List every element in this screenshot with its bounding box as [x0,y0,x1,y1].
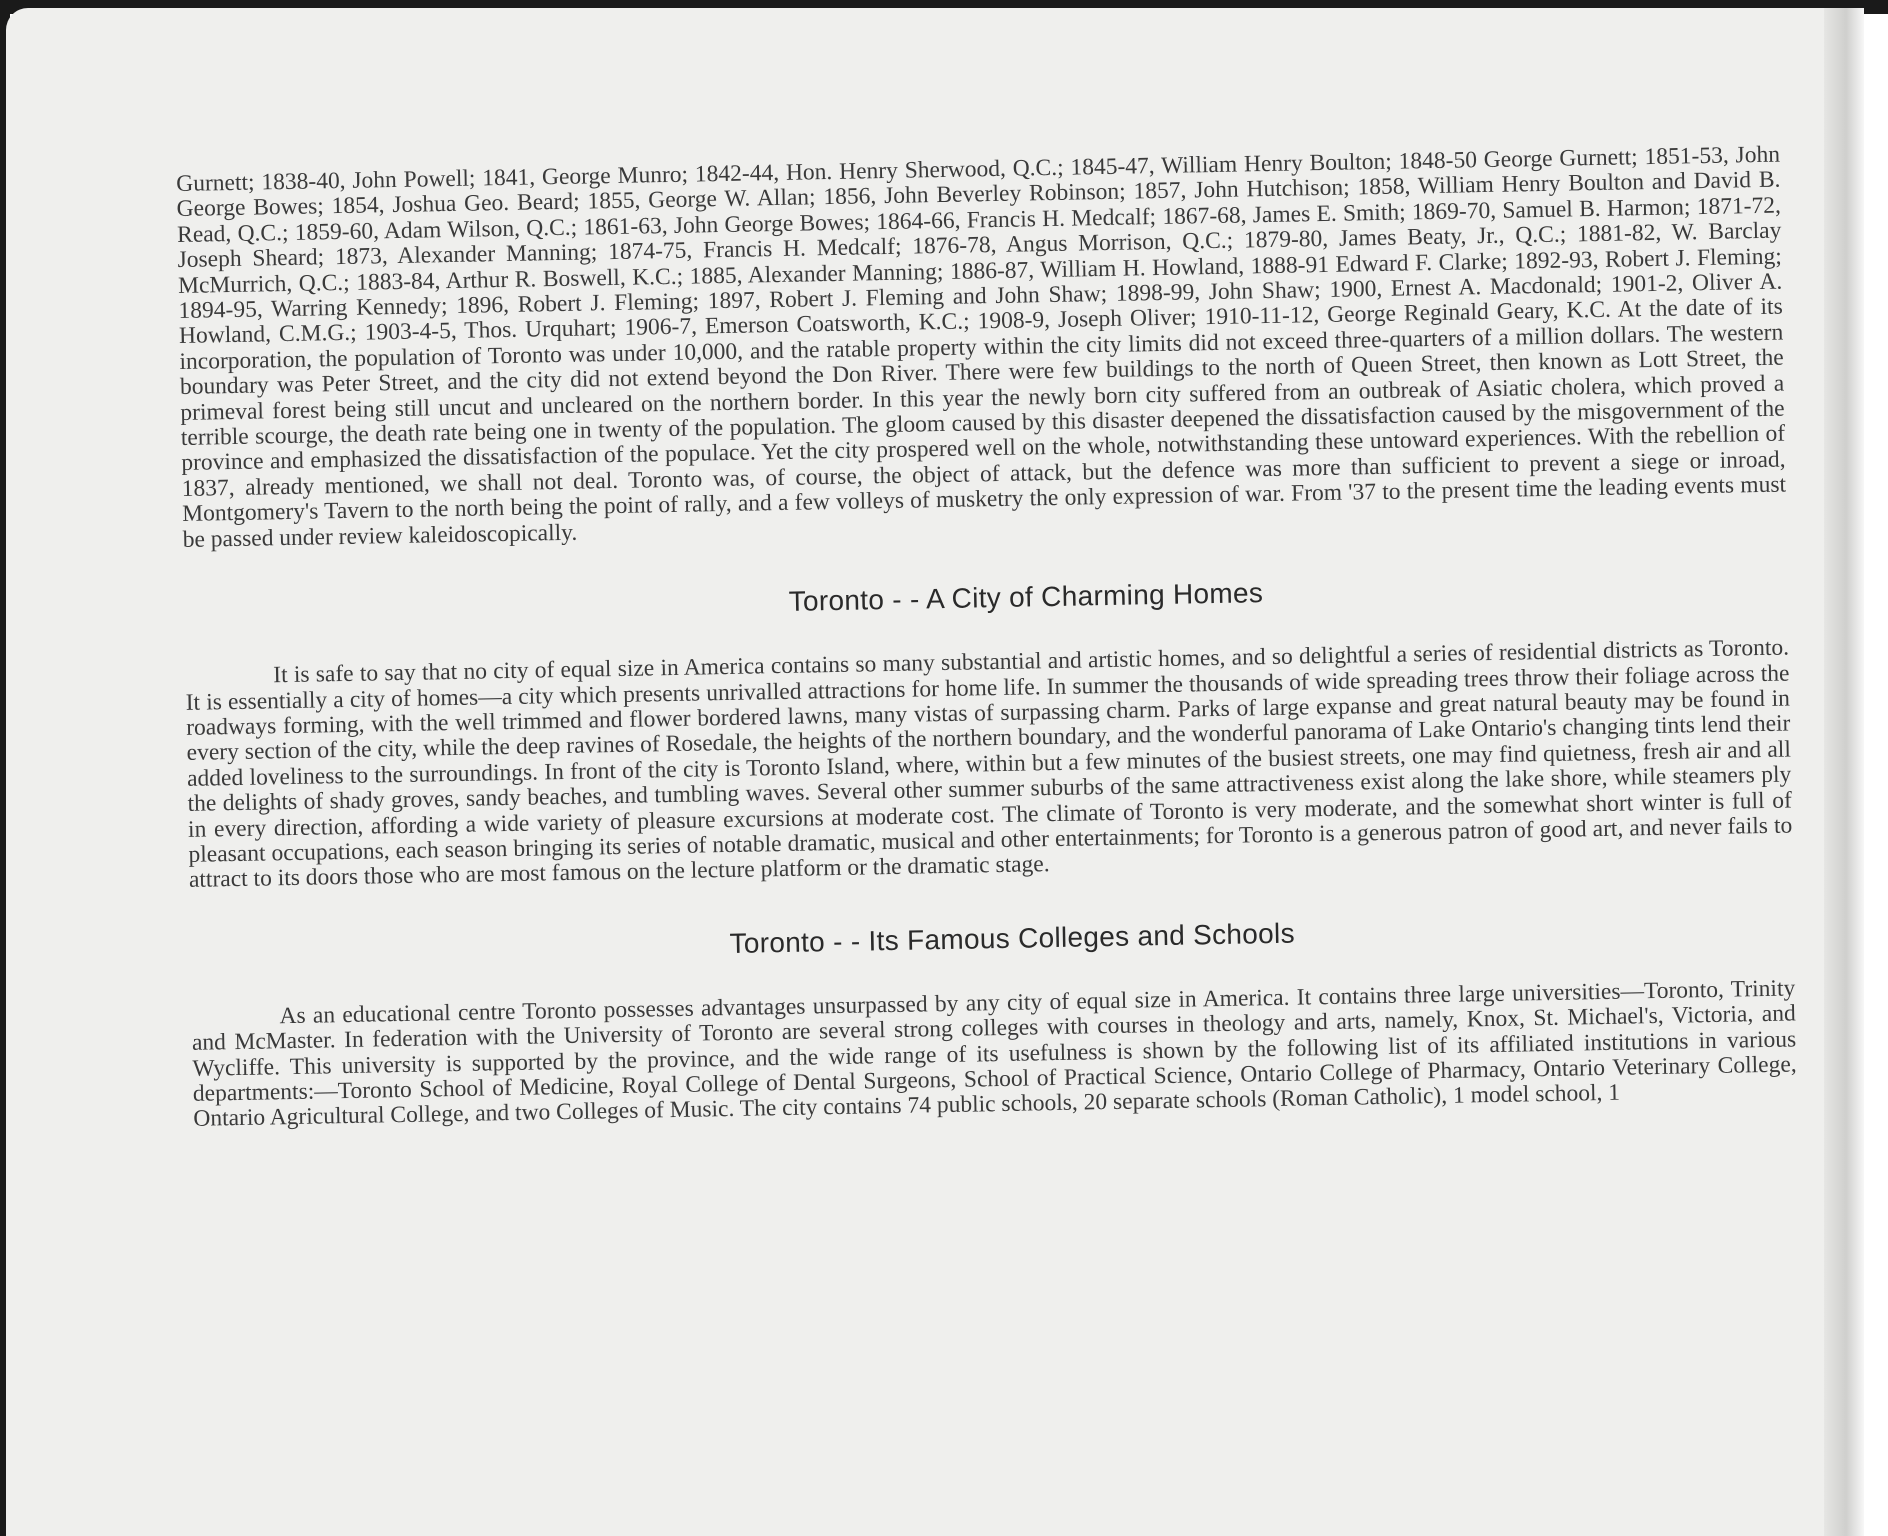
heading-colleges-schools: Toronto - - Its Famous Colleges and Schools [729,917,1296,959]
paragraph-charming-homes: It is safe to say that no city of equal size in America contains so many substantial and artistic homes, and so delightful a series of residential districts as Toronto. It is essentially a city of homes—a city which presents unrivalled attractions for home life. In summer the thousands of wide spreading trees throw their foliage across the roadways forming, with the well trimmed and flower bordered lawns, many vistas of surpassing charm. Parks of large expanse and great natural beauty may be found in every section of the city, while the deep ravines of Rosedale, the heights of the northern boundary, and the wonderful panorama of Lake Ontario's changing tints lend their added loveliness to the surroundings. In front of the city is Toronto Island, where, within but a few minutes of the busiest streets, one may find quietness, fresh air and all the delights of shady groves, sandy beaches, and tumbling waves. Several other summer suburbs of the same attractiveness exist along the lake shore, while steamers ply in every direction, affording a wide variety of pleasure excursions at moderate cost. The climate of Toronto is very moderate, and the somewhat short winter is full of pleasant occupations, each season bringing its series of notable dramatic, musical and other entertainments; for Toronto is a generous patron of good art, and never fails to attract to its doors those who are most famous on the lecture platform or the dramatic stage. [185,634,1793,894]
paragraph-mayors-history: Gurnett; 1838-40, John Powell; 1841, George Munro; 1842-44, Hon. Henry Sherwood, Q.C.; 1845-47, William Henry Boulton; 1848-50 George Gurnett; 1851-53, John George Bowes; 1854, Joshua Geo. Beard; 1855, George W. Allan; 1856, John Beverley Robinson; 1857, John Hutchison; 1858, William Henry Boulton and David B. Read, Q.C.; 1859-60, Adam Wilson, Q.C.; 1861-63, John George Bowes; 1864-66, Francis H. Medcalf; 1867-68, James E. Smith; 1869-70, Samuel B. Harmon; 1871-72, Joseph Sheard; 1873, Alexander Manning; 1874-75, Francis H. Medcalf; 1876-78, Angus Morrison, Q.C.; 1879-80, James Beaty, Jr., Q.C.; 1881-82, W. Barclay McMurrich, Q.C.; 1883-84, Arthur R. Boswell, K.C.; 1885, Alexander Manning; 1886-87, William H. Howland, 1888-91 Edward F. Clarke; 1892-93, Robert J. Fleming; 1894-95, Warring Kennedy; 1896, Robert J. Fleming; 1897, Robert J. Fleming and John Shaw; 1898-99, John Shaw; 1900, Ernest A. Macdonald; 1901-2, Oliver A. Howland, C.M.G.; 1903-4-5, Thos. Urquhart; 1906-7, Emerson Coatsworth, K.C.; 1908-9, Joseph Oliver; 1910-11-12, George Reginald Geary, K.C. At the date of its incorporation, the population of Toronto was under 10,000, and the ratable property within the city limits did not exceed three-quarters of a million dollars. The western boundary was Peter Street, and the city did not extend beyond the Don River. There were few buildings to the north of Queen Street, then known as Lott Street, the primeval forest being still uncut and uncleared on the northern border. In this year the newly born city suffered from an outbreak of Asiatic cholera, which proved a terrible scourge, the death rate being one in twenty of the population. The gloom caused by this disaster deepened the dissatisfaction caused by the misgovernment of the province and emphasized the dissatisfaction of the populace. Yet the city prospered well on the whole, notwithstanding these untoward experiences. With the rebellion of 1837, already mentioned, we shall not deal. Toronto was, of course, the object of attack, but the defence was more than sufficient to prevent a siege or inroad, Montgomery's Tavern to the north being the point of rally, and a few volleys of musketry the only expression of war. From '37 to the present time the leading events must be passed under review kaleidoscopically. [175,141,1787,553]
heading-charming-homes: Toronto - - A City of Charming Homes [788,577,1264,617]
binding-shadow [1824,8,1864,1536]
page-text-block [176,143,1797,1133]
paragraph-colleges-schools: As an educational centre Toronto possesses advantages unsurpassed by any city of equal size in America. It contains three large universities—Toronto, Trinity and McMaster. In federation with the University of Toronto are several strong colleges with courses in theology and arts, namely, Knox, St. Michael's, Victoria, and Wycliffe. This university is supported by the province, and the wide range of its usefulness is shown by the following list of its affiliated institutions in various departments:—Toronto School of Medicine, Royal College of Dental Surgeons, School of Practical Science, Ontario College of Pharmacy, Ontario Veterinary College, Ontario Agricultural College, and two Colleges of Music. The city contains 74 public schools, 20 separate schools (Roman Catholic), 1 model school, 1 [191,975,1797,1133]
